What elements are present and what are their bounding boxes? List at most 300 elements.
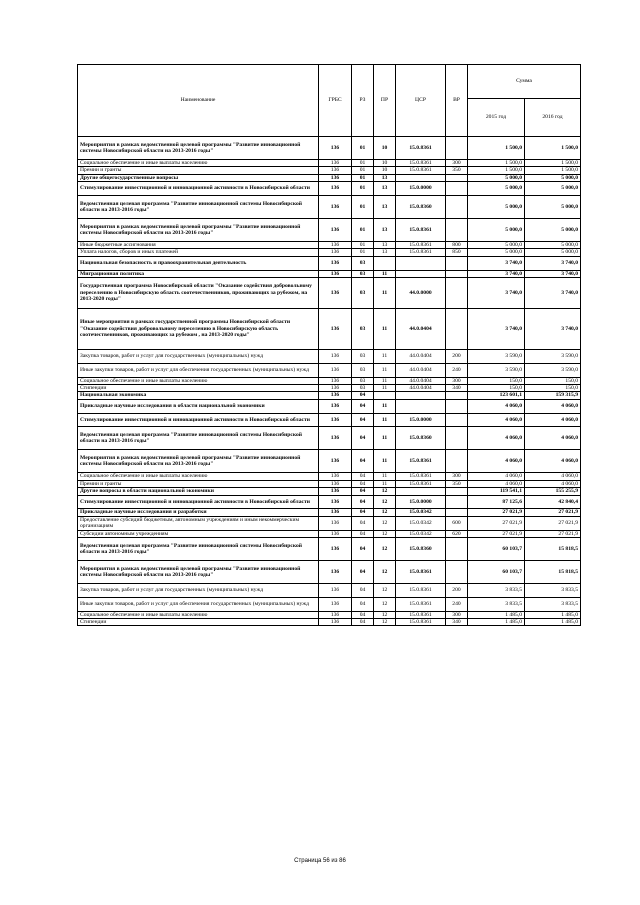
table-row [78, 413, 581, 427]
table-row [78, 561, 581, 584]
cell-csr [396, 270, 446, 277]
cell-vr [446, 495, 468, 509]
cell-sum-2015: 5 000,0 [468, 219, 525, 242]
cell-rz: 04 [352, 413, 374, 427]
cell-grbs: 136 [319, 350, 352, 364]
cell-sum-2016: 42 840,4 [525, 495, 581, 509]
cell-csr: 44.0.0000 [396, 278, 446, 309]
cell-rz: 03 [352, 377, 374, 384]
cell-name: Стипендии [78, 385, 319, 392]
cell-rz: 04 [352, 488, 374, 495]
cell-grbs: 136 [319, 399, 352, 413]
table-row [78, 597, 581, 611]
table-row [78, 219, 581, 242]
cell-grbs: 136 [319, 413, 352, 427]
cell-pr: 11 [374, 350, 396, 364]
cell-name: Мероприятия в рамках ведомственной целевой программы "Развитие инновационной системы Новосибирской области на 2013-2016 годы" [78, 137, 319, 160]
cell-sum-2016: 27 021,9 [525, 509, 581, 516]
cell-name: Стимулирование инвестиционной и инновационной активности в Новосибирской области [78, 182, 319, 196]
cell-vr: 240 [446, 597, 468, 611]
cell-vr: 240 [446, 363, 468, 377]
cell-vr: 340 [446, 619, 468, 626]
cell-vr [446, 538, 468, 561]
cell-grbs: 136 [319, 196, 352, 219]
table-row [78, 392, 581, 399]
cell-rz: 01 [352, 160, 374, 167]
cell-sum-2015: 3 833,5 [468, 597, 525, 611]
cell-pr: 11 [374, 413, 396, 427]
cell-rz: 01 [352, 249, 374, 256]
cell-vr: 340 [446, 385, 468, 392]
table-row [78, 480, 581, 487]
cell-sum-2016: 1 485,0 [525, 611, 581, 618]
cell-sum-2016: 27 021,9 [525, 516, 581, 530]
cell-vr [446, 196, 468, 219]
cell-csr: 44.0.0404 [396, 385, 446, 392]
cell-sum-2015: 4 060,0 [468, 427, 525, 450]
table-row [78, 137, 581, 160]
cell-grbs: 136 [319, 495, 352, 509]
cell-grbs: 136 [319, 480, 352, 487]
cell-grbs: 136 [319, 137, 352, 160]
table-row [78, 509, 581, 516]
cell-csr [396, 256, 446, 270]
cell-vr [446, 256, 468, 270]
cell-name: Прикладные научные исследования и разработки [78, 509, 319, 516]
cell-pr: 11 [374, 377, 396, 384]
cell-rz: 04 [352, 495, 374, 509]
cell-grbs: 136 [319, 167, 352, 174]
cell-sum-2015: 60 103,7 [468, 561, 525, 584]
cell-vr: 600 [446, 516, 468, 530]
cell-sum-2015: 3 590,0 [468, 363, 525, 377]
cell-vr: 620 [446, 530, 468, 537]
cell-pr [374, 392, 396, 399]
cell-grbs: 136 [319, 597, 352, 611]
cell-name: Закупка товаров, работ и услуг для государственных (муниципальных) нужд [78, 350, 319, 364]
cell-csr: 15.0.8361 [396, 450, 446, 473]
cell-sum-2016: 3 590,0 [525, 363, 581, 377]
cell-grbs: 136 [319, 182, 352, 196]
cell-csr: 15.0.8361 [396, 561, 446, 584]
cell-name: Стимулирование инвестиционной и инновационной активности в Новосибирской области [78, 495, 319, 509]
cell-sum-2016: 4 060,0 [525, 427, 581, 450]
cell-pr: 13 [374, 196, 396, 219]
cell-pr: 10 [374, 167, 396, 174]
cell-csr: 15.0.8360 [396, 538, 446, 561]
cell-vr [446, 137, 468, 160]
cell-sum-2016: 3 833,5 [525, 597, 581, 611]
table-row [78, 473, 581, 480]
table-row [78, 182, 581, 196]
cell-name: Иные бюджетные ассигнования [78, 242, 319, 249]
cell-vr: 300 [446, 611, 468, 618]
cell-pr [374, 256, 396, 270]
cell-name: Субсидии автономным учреждениям [78, 530, 319, 537]
cell-name: Миграционная политика [78, 270, 319, 277]
table-row [78, 399, 581, 413]
cell-name: Национальная экономика [78, 392, 319, 399]
cell-sum-2016: 4 060,0 [525, 473, 581, 480]
cell-rz: 04 [352, 611, 374, 618]
cell-rz: 03 [352, 309, 374, 350]
cell-name: Иные закупки товаров, работ и услуг для обеспечения государственных (муниципальных) нужд [78, 363, 319, 377]
table-row [78, 530, 581, 537]
cell-sum-2015: 27 021,9 [468, 516, 525, 530]
cell-csr: 15.0.0342 [396, 530, 446, 537]
cell-csr: 15.0.8361 [396, 160, 446, 167]
cell-rz: 01 [352, 196, 374, 219]
table-row [78, 309, 581, 350]
cell-name: Ведомственная целевая программа "Развитие инновационной системы Новосибирской области на 2013-2016 годы" [78, 538, 319, 561]
cell-rz: 03 [352, 363, 374, 377]
cell-name: Иные мероприятия в рамках государственной программы Новосибирской области "Оказание содействия добровольному переселению в Новосибирскую область соотечественников, проживающих за рубежом , на 2013-2020 годы" [78, 309, 319, 350]
cell-sum-2016: 15 818,5 [525, 538, 581, 561]
cell-sum-2015: 4 060,0 [468, 480, 525, 487]
table-row [78, 427, 581, 450]
cell-pr: 13 [374, 249, 396, 256]
cell-rz: 04 [352, 538, 374, 561]
cell-name: Предоставление субсидий бюджетным, автономным учреждениям и иным некоммерческим организациям [78, 516, 319, 530]
cell-pr: 13 [374, 219, 396, 242]
cell-sum-2016: 5 000,0 [525, 182, 581, 196]
cell-vr: 300 [446, 377, 468, 384]
cell-pr: 13 [374, 242, 396, 249]
cell-grbs: 136 [319, 256, 352, 270]
cell-name: Прикладные научные исследования в области национальной экономики [78, 399, 319, 413]
cell-name: Государственная программа Новосибирской области "Оказание содействия добровольному переселению в Новосибирскую область соотечественников, проживающих за рубежом, на 2013-2020 годы" [78, 278, 319, 309]
cell-sum-2015: 1 500,0 [468, 167, 525, 174]
table-row [78, 611, 581, 618]
cell-pr: 12 [374, 509, 396, 516]
cell-csr: 15.0.8361 [396, 219, 446, 242]
cell-grbs: 136 [319, 488, 352, 495]
table-row [78, 495, 581, 509]
cell-rz: 04 [352, 473, 374, 480]
cell-grbs: 136 [319, 160, 352, 167]
cell-sum-2015: 4 060,0 [468, 473, 525, 480]
cell-rz: 04 [352, 597, 374, 611]
cell-vr [446, 309, 468, 350]
cell-csr: 44.0.0404 [396, 377, 446, 384]
cell-pr: 11 [374, 363, 396, 377]
cell-csr: 15.0.8360 [396, 196, 446, 219]
cell-csr: 15.0.8361 [396, 597, 446, 611]
cell-grbs: 136 [319, 363, 352, 377]
cell-pr: 11 [374, 480, 396, 487]
cell-sum-2016: 150,0 [525, 377, 581, 384]
cell-csr: 15.0.0000 [396, 182, 446, 196]
cell-sum-2016: 3 740,0 [525, 256, 581, 270]
cell-sum-2015: 3 740,0 [468, 309, 525, 350]
cell-sum-2015: 27 021,9 [468, 530, 525, 537]
cell-vr: 300 [446, 473, 468, 480]
cell-name: Социальное обеспечение и иные выплаты населению [78, 611, 319, 618]
cell-csr: 15.0.8361 [396, 473, 446, 480]
cell-pr: 13 [374, 182, 396, 196]
cell-vr: 350 [446, 167, 468, 174]
cell-name: Премии и гранты [78, 480, 319, 487]
cell-csr: 15.0.8361 [396, 167, 446, 174]
cell-rz: 04 [352, 516, 374, 530]
cell-grbs: 136 [319, 509, 352, 516]
cell-name: Премии и гранты [78, 167, 319, 174]
cell-rz: 01 [352, 219, 374, 242]
cell-csr [396, 399, 446, 413]
cell-grbs: 136 [319, 249, 352, 256]
cell-sum-2016: 3 740,0 [525, 270, 581, 277]
table-row [78, 196, 581, 219]
cell-sum-2015: 5 000,0 [468, 249, 525, 256]
cell-csr: 15.0.8361 [396, 584, 446, 598]
cell-grbs: 136 [319, 242, 352, 249]
cell-pr: 12 [374, 516, 396, 530]
cell-sum-2016: 5 000,0 [525, 196, 581, 219]
cell-vr [446, 427, 468, 450]
table-row [78, 242, 581, 249]
cell-grbs: 136 [319, 473, 352, 480]
cell-grbs: 136 [319, 450, 352, 473]
cell-csr: 15.0.0000 [396, 413, 446, 427]
cell-sum-2015: 60 103,7 [468, 538, 525, 561]
cell-csr: 15.0.8361 [396, 242, 446, 249]
cell-name: Закупка товаров, работ и услуг для государственных (муниципальных) нужд [78, 584, 319, 598]
cell-name: Социальное обеспечение и иные выплаты населению [78, 160, 319, 167]
cell-sum-2015: 4 060,0 [468, 413, 525, 427]
cell-csr: 44.0.0404 [396, 309, 446, 350]
cell-rz: 01 [352, 182, 374, 196]
cell-rz: 03 [352, 270, 374, 277]
cell-name: Другие общегосударственные вопросы [78, 174, 319, 181]
header-rz: РЗ [352, 65, 374, 137]
budget-table [77, 64, 581, 626]
cell-vr [446, 413, 468, 427]
cell-sum-2015: 1 500,0 [468, 137, 525, 160]
cell-sum-2016: 1 485,0 [525, 619, 581, 626]
cell-pr: 11 [374, 270, 396, 277]
cell-sum-2015: 5 000,0 [468, 182, 525, 196]
table-row [78, 488, 581, 495]
cell-sum-2015: 3 590,0 [468, 350, 525, 364]
cell-sum-2015: 123 601,1 [468, 392, 525, 399]
cell-name: Мероприятия в рамках ведомственной целевой программы "Развитие инновационной системы Новосибирской области на 2013-2016 годы" [78, 219, 319, 242]
cell-name: Мероприятия в рамках ведомственной целевой программы "Развитие инновационной системы Новосибирской области на 2013-2016 годы" [78, 450, 319, 473]
table-row [78, 363, 581, 377]
cell-sum-2015: 5 000,0 [468, 242, 525, 249]
cell-grbs: 136 [319, 516, 352, 530]
cell-pr: 13 [374, 174, 396, 181]
table-header [78, 65, 581, 137]
cell-name: Другие вопросы в области национальной экономики [78, 488, 319, 495]
cell-rz: 04 [352, 619, 374, 626]
cell-rz: 04 [352, 427, 374, 450]
cell-sum-2016: 3 740,0 [525, 309, 581, 350]
cell-sum-2016: 3 590,0 [525, 350, 581, 364]
cell-rz: 04 [352, 561, 374, 584]
cell-pr: 12 [374, 530, 396, 537]
cell-sum-2016: 3 740,0 [525, 278, 581, 309]
cell-sum-2016: 5 000,0 [525, 242, 581, 249]
cell-rz: 04 [352, 480, 374, 487]
cell-name: Иные закупки товаров, работ и услуг для обеспечения государственных (муниципальных) нужд [78, 597, 319, 611]
cell-csr: 15.0.8361 [396, 619, 446, 626]
cell-name: Мероприятия в рамках ведомственной целевой программы "Развитие инновационной системы Новосибирской области на 2013-2016 годы" [78, 561, 319, 584]
cell-sum-2015: 119 541,1 [468, 488, 525, 495]
cell-sum-2016: 159 315,9 [525, 392, 581, 399]
cell-sum-2016: 4 060,0 [525, 480, 581, 487]
table-body [78, 137, 581, 626]
cell-grbs: 136 [319, 584, 352, 598]
table-row [78, 538, 581, 561]
cell-pr: 11 [374, 309, 396, 350]
cell-sum-2015: 1 485,0 [468, 611, 525, 618]
cell-name: Стипендии [78, 619, 319, 626]
cell-sum-2015: 87 125,6 [468, 495, 525, 509]
cell-vr: 200 [446, 350, 468, 364]
cell-sum-2015: 3 833,5 [468, 584, 525, 598]
cell-vr: 300 [446, 160, 468, 167]
cell-grbs: 136 [319, 561, 352, 584]
cell-sum-2016: 5 000,0 [525, 174, 581, 181]
cell-csr [396, 392, 446, 399]
cell-csr [396, 488, 446, 495]
cell-name: Социальное обеспечение и иные выплаты населению [78, 473, 319, 480]
cell-csr: 15.0.8361 [396, 480, 446, 487]
cell-pr: 12 [374, 488, 396, 495]
table-row [78, 350, 581, 364]
cell-pr: 12 [374, 584, 396, 598]
cell-grbs: 136 [319, 309, 352, 350]
cell-name: Социальное обеспечение и иные выплаты населению [78, 377, 319, 384]
cell-sum-2015: 5 000,0 [468, 196, 525, 219]
cell-grbs: 136 [319, 377, 352, 384]
cell-rz: 03 [352, 350, 374, 364]
cell-csr: 44.0.0404 [396, 350, 446, 364]
table-row [78, 450, 581, 473]
cell-sum-2015: 4 060,0 [468, 450, 525, 473]
cell-rz: 03 [352, 256, 374, 270]
cell-rz: 04 [352, 584, 374, 598]
cell-pr: 11 [374, 385, 396, 392]
cell-vr [446, 399, 468, 413]
cell-pr: 10 [374, 137, 396, 160]
cell-rz: 01 [352, 167, 374, 174]
cell-grbs: 136 [319, 619, 352, 626]
cell-csr [396, 174, 446, 181]
cell-sum-2015: 3 740,0 [468, 256, 525, 270]
cell-csr: 15.0.8361 [396, 611, 446, 618]
cell-rz: 04 [352, 399, 374, 413]
cell-pr: 11 [374, 427, 396, 450]
cell-sum-2016: 4 060,0 [525, 399, 581, 413]
header-pr: ПР [374, 65, 396, 137]
cell-sum-2015: 27 021,9 [468, 509, 525, 516]
table-row [78, 385, 581, 392]
cell-grbs: 136 [319, 530, 352, 537]
cell-csr: 15.0.8360 [396, 427, 446, 450]
cell-grbs: 136 [319, 174, 352, 181]
table-row [78, 167, 581, 174]
table-row [78, 270, 581, 277]
table-row [78, 584, 581, 598]
cell-vr [446, 561, 468, 584]
cell-sum-2016: 4 060,0 [525, 413, 581, 427]
cell-pr: 12 [374, 495, 396, 509]
cell-csr: 15.0.0342 [396, 516, 446, 530]
cell-rz: 04 [352, 509, 374, 516]
cell-pr: 12 [374, 538, 396, 561]
cell-name: Стимулирование инвестиционной и инновационной активности в Новосибирской области [78, 413, 319, 427]
cell-sum-2016: 1 500,0 [525, 167, 581, 174]
cell-pr: 11 [374, 473, 396, 480]
cell-name: Ведомственная целевая программа "Развитие инновационной системы Новосибирской области на 2013-2016 годы" [78, 427, 319, 450]
cell-rz: 04 [352, 450, 374, 473]
cell-sum-2016: 5 000,0 [525, 219, 581, 242]
header-2016: 2016 год [525, 99, 581, 137]
cell-name: Национальная безопасность и правоохранительная деятельность [78, 256, 319, 270]
header-vr: ВР [446, 65, 468, 137]
cell-rz: 01 [352, 242, 374, 249]
cell-pr: 12 [374, 611, 396, 618]
cell-vr [446, 219, 468, 242]
cell-sum-2015: 4 060,0 [468, 399, 525, 413]
cell-grbs: 136 [319, 427, 352, 450]
cell-sum-2016: 5 000,0 [525, 249, 581, 256]
header-2015: 2015 год [468, 99, 525, 137]
cell-sum-2015: 1 500,0 [468, 160, 525, 167]
table-row [78, 256, 581, 270]
cell-csr: 44.0.0404 [396, 363, 446, 377]
cell-vr [446, 488, 468, 495]
cell-sum-2016: 150,0 [525, 385, 581, 392]
table-row [78, 174, 581, 181]
cell-rz: 03 [352, 278, 374, 309]
cell-grbs: 136 [319, 385, 352, 392]
cell-grbs: 136 [319, 219, 352, 242]
cell-vr [446, 509, 468, 516]
cell-rz: 03 [352, 385, 374, 392]
cell-sum-2015: 3 740,0 [468, 270, 525, 277]
table-row [78, 278, 581, 309]
cell-sum-2016: 3 833,5 [525, 584, 581, 598]
cell-name: Ведомственная целевая программа "Развитие инновационной системы Новосибирской области на 2013-2016 годы" [78, 196, 319, 219]
cell-grbs: 136 [319, 278, 352, 309]
cell-pr: 11 [374, 399, 396, 413]
page-footer: Страница 56 из 86 [294, 858, 346, 864]
cell-pr: 12 [374, 619, 396, 626]
cell-grbs: 136 [319, 392, 352, 399]
cell-rz: 01 [352, 174, 374, 181]
cell-vr [446, 270, 468, 277]
cell-sum-2015: 3 740,0 [468, 278, 525, 309]
cell-pr: 12 [374, 597, 396, 611]
cell-pr: 11 [374, 450, 396, 473]
cell-sum-2016: 4 060,0 [525, 450, 581, 473]
cell-sum-2016: 15 818,5 [525, 561, 581, 584]
table-row [78, 516, 581, 530]
cell-vr [446, 174, 468, 181]
cell-sum-2016: 27 021,9 [525, 530, 581, 537]
cell-grbs: 136 [319, 611, 352, 618]
cell-pr: 10 [374, 160, 396, 167]
cell-vr [446, 182, 468, 196]
cell-sum-2016: 1 500,0 [525, 160, 581, 167]
cell-vr [446, 392, 468, 399]
header-csr: ЦСР [396, 65, 446, 137]
cell-sum-2015: 1 485,0 [468, 619, 525, 626]
cell-vr: 200 [446, 584, 468, 598]
cell-rz: 04 [352, 530, 374, 537]
